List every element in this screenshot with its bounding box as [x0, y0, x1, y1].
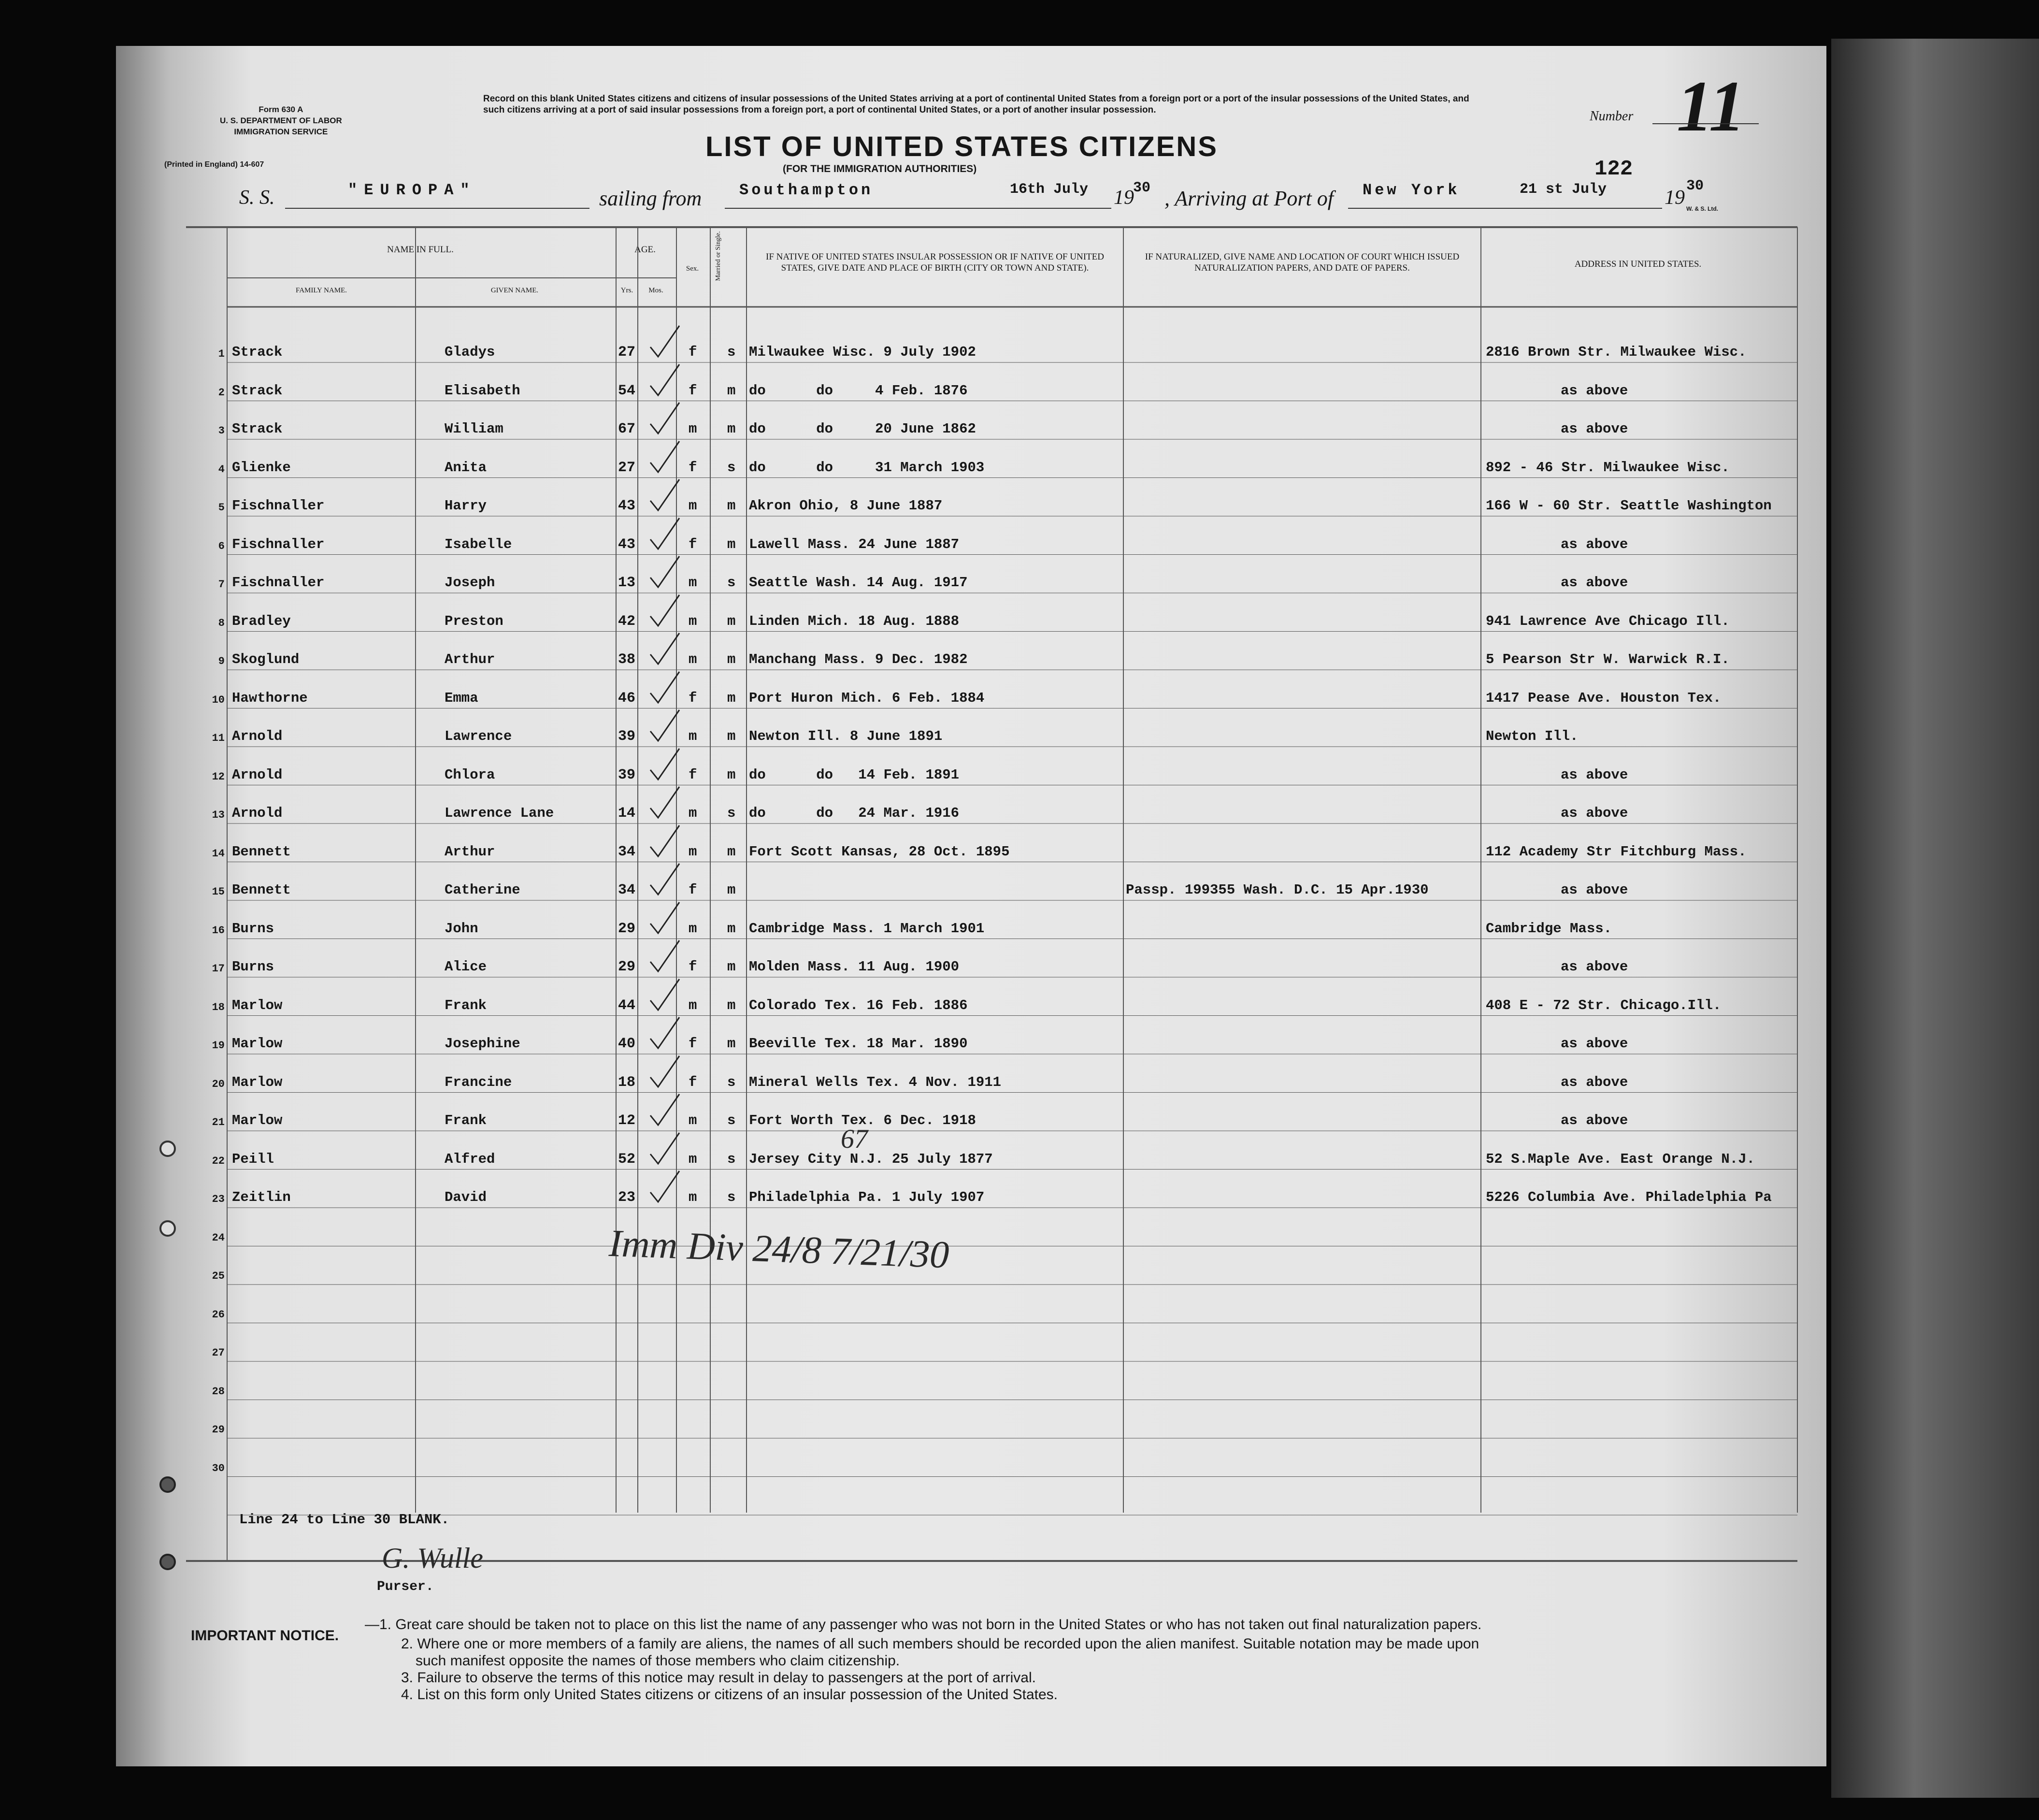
marital-status: s: [727, 805, 736, 821]
col-yrs: Yrs.: [620, 287, 633, 294]
marital-status: m: [727, 728, 736, 744]
row-number: 9: [218, 655, 225, 667]
us-address: Cambridge Mass.: [1486, 920, 1612, 937]
given-name: John: [445, 920, 478, 937]
birth-date-place: Manchang Mass. 9 Dec. 1982: [749, 651, 968, 667]
row-number: 21: [212, 1116, 225, 1128]
us-address: as above: [1561, 1112, 1628, 1128]
notice-item-2: 2. Where one or more members of a family are aliens, the names of all such members should be recorded upon the alien manifest. Suitable notation may be made upon: [401, 1636, 1479, 1652]
col-married-single: Married or Single.: [715, 231, 722, 281]
sailing-date: 16th July: [1010, 181, 1089, 198]
check-mark: [647, 1169, 681, 1205]
check-mark: [647, 823, 681, 860]
given-name: Alfred: [445, 1151, 495, 1167]
sex: m: [689, 421, 697, 437]
birth-date-place: Beeville Tex. 18 Mar. 1890: [749, 1036, 968, 1052]
given-name: Preston: [445, 613, 503, 629]
birth-date-place: Jersey City N.J. 25 July 1877: [749, 1151, 993, 1167]
row-number: 7: [218, 578, 225, 591]
marital-status: s: [727, 1112, 736, 1128]
given-name: Lawrence: [445, 728, 512, 744]
binding-hole: [159, 1141, 176, 1157]
notice-item-2-cont: such manifest opposite the names of those members who claim citizenship.: [416, 1653, 900, 1669]
col-mos: Mos.: [648, 287, 663, 294]
given-name: Francine: [445, 1074, 512, 1090]
check-mark: [647, 362, 681, 399]
birth-date-place: Seattle Wash. 14 Aug. 1917: [749, 575, 968, 591]
given-name: William: [445, 421, 503, 437]
ship-name: "EUROPA": [348, 181, 476, 199]
given-name: Harry: [445, 498, 487, 514]
us-address: as above: [1561, 959, 1628, 975]
arrival-date: 21 st July: [1520, 181, 1607, 198]
sex: f: [689, 1036, 697, 1052]
us-address: as above: [1561, 536, 1628, 552]
us-address: as above: [1561, 805, 1628, 821]
given-name: Catherine: [445, 882, 520, 898]
family-name: Skoglund: [232, 651, 300, 667]
naturalization: Passp. 199355 Wash. D.C. 15 Apr.1930: [1126, 882, 1429, 898]
family-name: Strack: [232, 382, 283, 399]
age-years: 67: [617, 421, 635, 437]
family-name: Strack: [232, 344, 283, 360]
check-mark: [647, 862, 681, 898]
arriving-label: , Arriving at Port of: [1164, 187, 1334, 210]
sex: m: [689, 997, 697, 1013]
us-address: 112 Academy Str Fitchburg Mass.: [1486, 843, 1747, 860]
check-mark: [647, 593, 681, 629]
page-title: LIST OF UNITED STATES CITIZENS: [705, 131, 1218, 162]
list-number: 11: [1677, 66, 1745, 146]
us-address: as above: [1561, 575, 1628, 591]
handwritten-67: 67: [841, 1124, 868, 1154]
given-name: Frank: [445, 1112, 487, 1128]
row-number: 11: [212, 732, 225, 744]
family-name: Peill: [232, 1151, 274, 1167]
check-mark: [647, 977, 681, 1013]
sex: f: [689, 459, 697, 476]
check-mark: [647, 324, 681, 360]
row-number: 16: [212, 924, 225, 937]
marital-status: s: [727, 1074, 736, 1090]
col-age: AGE.: [634, 245, 656, 255]
family-name: Hawthorne: [232, 690, 308, 706]
row-number: 13: [212, 809, 225, 821]
marital-status: s: [727, 1189, 736, 1205]
birth-date-place: do do 20 June 1862: [749, 421, 976, 437]
sex: m: [689, 651, 697, 667]
handwritten-cert: Imm Div 24/8 7/21/30: [608, 1222, 950, 1277]
family-name: Bennett: [232, 843, 291, 860]
blank-lines-note: Line 24 to Line 30 BLANK.: [239, 1512, 450, 1528]
check-mark: [647, 1054, 681, 1090]
us-address: as above: [1561, 1036, 1628, 1052]
row-number: 6: [218, 540, 225, 552]
given-name: Arthur: [445, 651, 495, 667]
us-address: 5226 Columbia Ave. Philadelphia Pa: [1486, 1189, 1772, 1205]
us-address: as above: [1561, 1074, 1628, 1090]
sex: m: [689, 805, 697, 821]
arrival-year-prefix: 19: [1665, 187, 1685, 209]
family-name: Bennett: [232, 882, 291, 898]
row-number: 29: [212, 1424, 225, 1436]
check-mark: [647, 900, 681, 937]
sex: m: [689, 498, 697, 514]
given-name: Gladys: [445, 344, 495, 360]
col-family-name: FAMILY NAME.: [296, 287, 347, 294]
family-name: Strack: [232, 421, 283, 437]
department-name: U. S. DEPARTMENT OF LABOR: [220, 116, 342, 125]
row-number: 17: [212, 963, 225, 975]
age-years: 42: [617, 613, 635, 630]
number-label: Number: [1590, 109, 1634, 124]
family-name: Marlow: [232, 1074, 283, 1090]
age-years: 43: [617, 536, 635, 553]
birth-date-place: Milwaukee Wisc. 9 July 1902: [749, 344, 976, 360]
check-mark: [647, 1092, 681, 1128]
us-address: 408 E - 72 Str. Chicago.Ill.: [1486, 997, 1722, 1013]
row-number: 28: [212, 1385, 225, 1398]
marital-status: m: [727, 843, 736, 860]
age-years: 39: [617, 728, 635, 745]
marital-status: s: [727, 344, 736, 360]
row-number: 27: [212, 1347, 225, 1359]
age-years: 27: [617, 459, 635, 476]
birth-date-place: do do 4 Feb. 1876: [749, 382, 968, 399]
given-name: Elisabeth: [445, 382, 520, 399]
us-address: 892 - 46 Str. Milwaukee Wisc.: [1486, 459, 1730, 476]
us-address: as above: [1561, 766, 1628, 783]
notice-heading: IMPORTANT NOTICE.: [191, 1628, 339, 1644]
age-years: 29: [617, 959, 635, 975]
check-mark: [647, 1015, 681, 1052]
us-address: as above: [1561, 382, 1628, 399]
check-mark: [647, 477, 681, 514]
row-number: 24: [212, 1231, 225, 1244]
row-number: 26: [212, 1308, 225, 1321]
age-years: 40: [617, 1036, 635, 1052]
given-name: Isabelle: [445, 536, 512, 552]
row-number: 20: [212, 1078, 225, 1090]
us-address: as above: [1561, 882, 1628, 898]
age-years: 29: [617, 920, 635, 937]
sailing-label: sailing from: [599, 187, 702, 210]
check-mark: [647, 554, 681, 591]
birth-date-place: Molden Mass. 11 Aug. 1900: [749, 959, 960, 975]
given-name: Chlora: [445, 766, 495, 783]
marital-status: m: [727, 382, 736, 399]
sex: m: [689, 920, 697, 937]
marital-status: m: [727, 1036, 736, 1052]
row-number: 30: [212, 1462, 225, 1474]
sex: f: [689, 766, 697, 783]
sex: m: [689, 575, 697, 591]
birth-date-place: Colorado Tex. 16 Feb. 1886: [749, 997, 968, 1013]
col-birth: IF NATIVE OF UNITED STATES INSULAR POSSESSION OR IF NATIVE OF UNITED STATES, GIVE DATE AND PLACE OF BIRTH (CITY OR TOWN AND STATE).: [766, 252, 1104, 273]
us-address: 941 Lawrence Ave Chicago Ill.: [1486, 613, 1730, 629]
binding-hole: [159, 1554, 176, 1570]
marital-status: m: [727, 882, 736, 898]
birth-date-place: Philadelphia Pa. 1 July 1907: [749, 1189, 985, 1205]
us-address: Newton Ill.: [1486, 728, 1579, 744]
row-number: 15: [212, 886, 225, 898]
birth-date-place: Akron Ohio, 8 June 1887: [749, 498, 943, 514]
given-name: Frank: [445, 997, 487, 1013]
family-name: Burns: [232, 959, 274, 975]
birth-date-place: do do 14 Feb. 1891: [749, 766, 960, 783]
check-mark: [647, 747, 681, 783]
sex: m: [689, 843, 697, 860]
sex: m: [689, 613, 697, 629]
age-years: 39: [617, 766, 635, 783]
col-sex: Sex.: [686, 265, 699, 273]
given-name: Emma: [445, 690, 478, 706]
marital-status: m: [727, 613, 736, 629]
sex: f: [689, 382, 697, 399]
birth-date-place: Cambridge Mass. 1 March 1901: [749, 920, 985, 937]
sex: m: [689, 1189, 697, 1205]
birth-date-place: Fort Scott Kansas, 28 Oct. 1895: [749, 843, 1010, 860]
given-name: Joseph: [445, 575, 495, 591]
sailing-port: Southampton: [739, 181, 874, 199]
birth-date-place: Newton Ill. 8 June 1891: [749, 728, 943, 744]
record-instructions: Record on this blank United States citizens and citizens of insular possessions of the United States arriving at a port of continental United States from a foreign port or a port of the insular possessions of the United States, and such citizens arriving at a port of said insular possessions from a foreign port, a port of continental United States, or a port of another insular possession.: [483, 94, 1469, 115]
sex: f: [689, 690, 697, 706]
marital-status: s: [727, 459, 736, 476]
birth-date-place: Port Huron Mich. 6 Feb. 1884: [749, 690, 985, 706]
family-name: Zeitlin: [232, 1189, 291, 1205]
page-number: 122: [1594, 157, 1633, 181]
check-mark: [647, 516, 681, 552]
age-years: 34: [617, 843, 635, 860]
row-number: 5: [218, 502, 225, 514]
sailing-year: 30: [1133, 180, 1151, 196]
birth-date-place: do do 24 Mar. 1916: [749, 805, 960, 821]
marital-status: m: [727, 766, 736, 783]
purser-signature: G. Wulle: [382, 1542, 483, 1574]
marital-status: m: [727, 690, 736, 706]
marital-status: m: [727, 959, 736, 975]
col-address: ADDRESS IN UNITED STATES.: [1574, 259, 1702, 269]
check-mark: [647, 670, 681, 706]
sex: f: [689, 1074, 697, 1090]
age-years: 46: [617, 690, 635, 707]
birth-date-place: Lawell Mass. 24 June 1887: [749, 536, 960, 552]
family-name: Fischnaller: [232, 575, 325, 591]
page-subtitle: (FOR THE IMMIGRATION AUTHORITIES): [783, 163, 977, 174]
family-name: Marlow: [232, 1036, 283, 1052]
family-name: Marlow: [232, 997, 283, 1013]
sailing-year-prefix: 19: [1114, 187, 1134, 209]
birth-date-place: Fort Worth Tex. 6 Dec. 1918: [749, 1112, 976, 1128]
given-name: Alice: [445, 959, 487, 975]
marital-status: m: [727, 536, 736, 552]
col-naturalized: IF NATURALIZED, GIVE NAME AND LOCATION OF COURT WHICH ISSUED NATURALIZATION PAPERS, AND DATE OF PAPERS.: [1145, 252, 1460, 273]
binding-hole: [159, 1220, 176, 1237]
family-name: Marlow: [232, 1112, 283, 1128]
sex: m: [689, 728, 697, 744]
arrival-port: New York: [1363, 181, 1460, 199]
age-years: 13: [617, 575, 635, 591]
notice-item-3: 3. Failure to observe the terms of this notice may result in delay to passengers at the port of arrival.: [401, 1670, 1036, 1686]
given-name: Anita: [445, 459, 487, 476]
us-address: as above: [1561, 421, 1628, 437]
service-name: IMMIGRATION SERVICE: [234, 127, 328, 136]
family-name: Burns: [232, 920, 274, 937]
col-given-name: GIVEN NAME.: [490, 287, 539, 294]
row-number: 10: [212, 693, 225, 706]
age-years: 12: [617, 1112, 635, 1129]
marital-status: s: [727, 1151, 736, 1167]
marital-status: s: [727, 575, 736, 591]
age-years: 52: [617, 1151, 635, 1168]
age-years: 54: [617, 382, 635, 399]
check-mark: [647, 631, 681, 667]
arrival-year: 30: [1686, 178, 1704, 194]
family-name: Arnold: [232, 766, 283, 783]
marital-status: m: [727, 651, 736, 667]
row-number: 22: [212, 1155, 225, 1167]
birth-date-place: Mineral Wells Tex. 4 Nov. 1911: [749, 1074, 1002, 1090]
row-number: 12: [212, 770, 225, 783]
birth-date-place: Linden Mich. 18 Aug. 1888: [749, 613, 960, 629]
age-years: 14: [617, 805, 635, 822]
age-years: 34: [617, 882, 635, 898]
marital-status: m: [727, 421, 736, 437]
family-name: Fischnaller: [232, 536, 325, 552]
sex: f: [689, 536, 697, 552]
row-number: 8: [218, 617, 225, 629]
family-name: Arnold: [232, 728, 283, 744]
family-name: Fischnaller: [232, 498, 325, 514]
age-years: 44: [617, 997, 635, 1014]
us-address: 2816 Brown Str. Milwaukee Wisc.: [1486, 344, 1747, 360]
row-number: 2: [218, 386, 225, 399]
col-name-in-full: NAME IN FULL.: [387, 245, 454, 255]
notice-item-4: 4. List on this form only United States citizens or citizens of an insular possession of the United States.: [401, 1687, 1058, 1703]
sex: m: [689, 1112, 697, 1128]
us-address: 5 Pearson Str W. Warwick R.I.: [1486, 651, 1730, 667]
check-mark: [647, 708, 681, 744]
sex: m: [689, 1151, 697, 1167]
sex: f: [689, 344, 697, 360]
given-name: Josephine: [445, 1036, 520, 1052]
check-mark: [647, 439, 681, 476]
printed-in: (Printed in England) 14-607: [164, 160, 264, 169]
us-address: 166 W - 60 Str. Seattle Washington: [1486, 498, 1772, 514]
check-mark: [647, 401, 681, 437]
binding-hole: [159, 1476, 176, 1493]
row-number: 23: [212, 1193, 225, 1205]
row-number: 3: [218, 425, 225, 437]
check-mark: [647, 1131, 681, 1167]
marital-status: m: [727, 920, 736, 937]
row-number: 25: [212, 1270, 225, 1282]
form-number: Form 630 A: [258, 105, 303, 114]
birth-date-place: do do 31 March 1903: [749, 459, 985, 476]
age-years: 18: [617, 1074, 635, 1091]
row-number: 19: [212, 1040, 225, 1052]
family-name: Glienke: [232, 459, 291, 476]
sex: f: [689, 959, 697, 975]
age-years: 38: [617, 651, 635, 668]
row-number: 18: [212, 1001, 225, 1013]
publisher-mark: W. & S. Ltd.: [1686, 205, 1718, 212]
purser-label: Purser.: [377, 1579, 434, 1594]
marital-status: m: [727, 997, 736, 1013]
notice-item-1: —1. Great care should be taken not to place on this list the name of any passenger who was not born in the United States or who has not taken out final naturalization papers.: [365, 1617, 1482, 1632]
age-years: 43: [617, 498, 635, 514]
family-name: Bradley: [232, 613, 291, 629]
check-mark: [647, 785, 681, 821]
ss-label: S. S.: [239, 187, 275, 209]
row-number: 1: [218, 348, 225, 360]
given-name: Lawrence Lane: [445, 805, 554, 821]
marital-status: m: [727, 498, 736, 514]
us-address: 52 S.Maple Ave. East Orange N.J.: [1486, 1151, 1755, 1167]
check-mark: [647, 939, 681, 975]
age-years: 23: [617, 1189, 635, 1206]
row-number: 14: [212, 847, 225, 860]
given-name: Arthur: [445, 843, 495, 860]
sex: f: [689, 882, 697, 898]
age-years: 27: [617, 344, 635, 361]
row-number: 4: [218, 463, 225, 476]
family-name: Arnold: [232, 805, 283, 821]
given-name: David: [445, 1189, 487, 1205]
us-address: 1417 Pease Ave. Houston Tex.: [1486, 690, 1722, 706]
